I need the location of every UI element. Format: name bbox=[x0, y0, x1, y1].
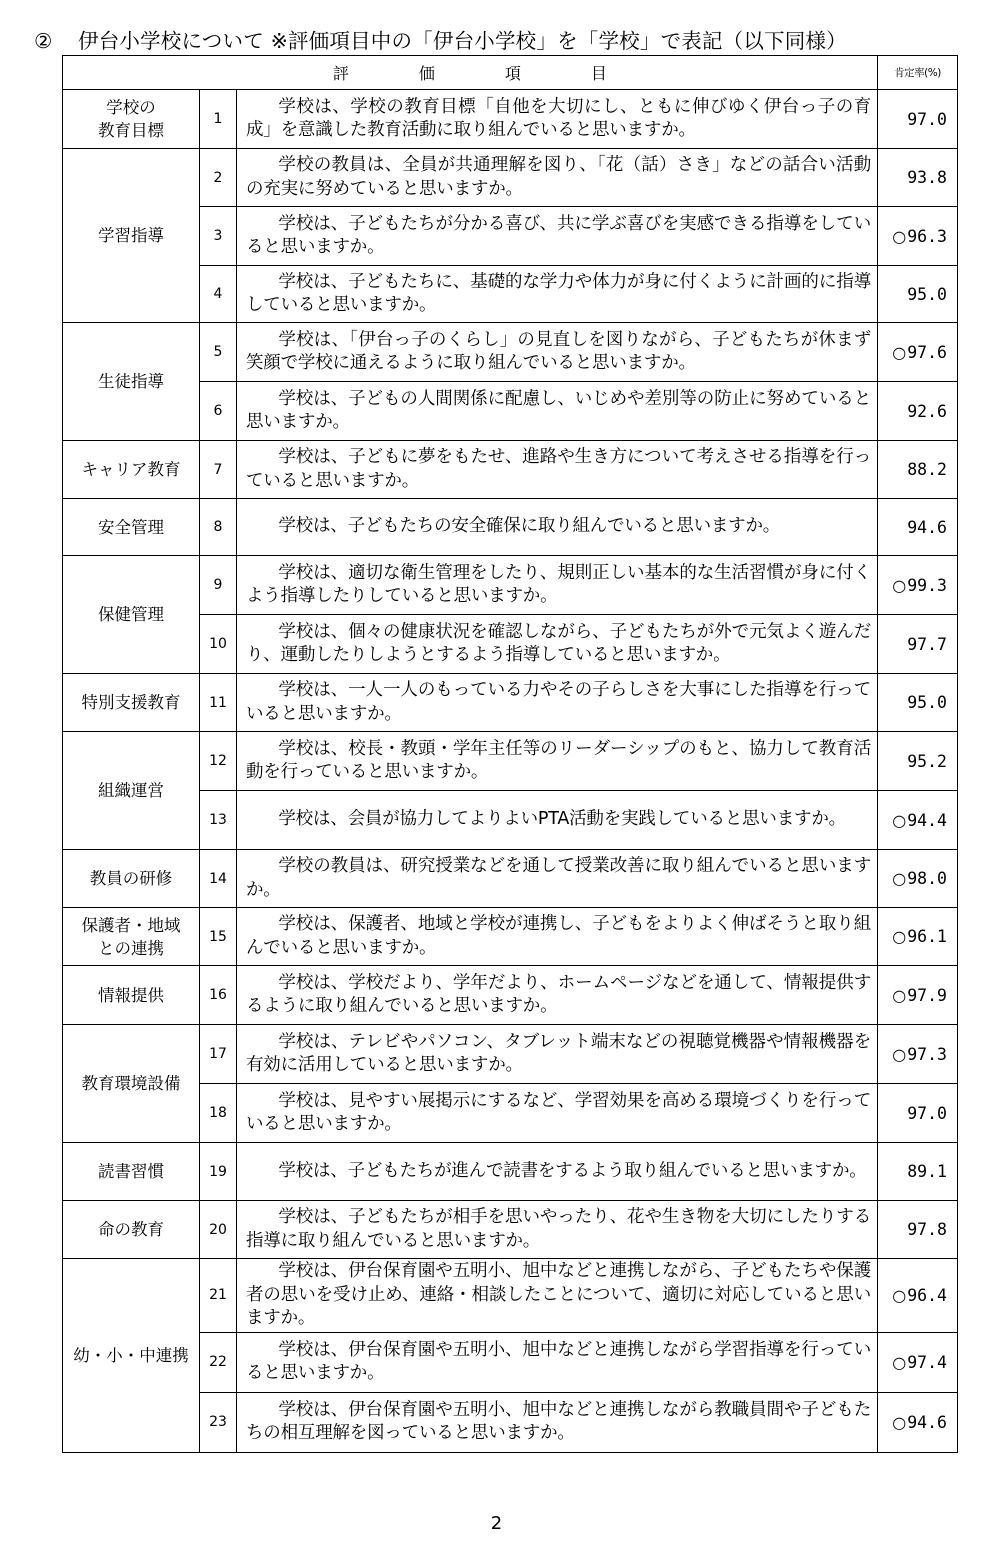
item-number: 12 bbox=[200, 732, 237, 791]
question-text: 学校の教員は、全員が共通理解を図り、「花（話）さき」などの話合い活動の充実に努めていると思いますか。 bbox=[237, 149, 878, 207]
table-row bbox=[63, 1143, 958, 1201]
table-row bbox=[63, 323, 958, 382]
positive-rate-cell bbox=[878, 1084, 958, 1143]
question-text: 学校は、学校だより、学年だより、ホームページなどを通して、情報提供するように取り組んでいると思いますか。 bbox=[237, 966, 878, 1025]
table-row bbox=[63, 732, 958, 791]
heading-text: 伊台小学校について ※評価項目中の「伊台小学校」を「学校」で表記（以下同様） bbox=[78, 29, 847, 53]
category-cell: 安全管理 bbox=[63, 499, 200, 556]
category-cell: 教育環境設備 bbox=[63, 1025, 200, 1143]
question-text: 学校は、個々の健康状況を確認しながら、子どもたちが外で元気よく遊んだり、運動したりしようとするよう指導していると思いますか。 bbox=[237, 615, 878, 674]
header-char: 目 bbox=[590, 64, 608, 83]
question-text: 学校は、子どもたちが分かる喜び、共に学ぶ喜びを実感できる指導をしていると思いますか。 bbox=[237, 207, 878, 266]
highlight-circle-mark: ○ bbox=[892, 985, 907, 1005]
table-row bbox=[63, 90, 958, 149]
rate-value: 95.0 bbox=[907, 693, 947, 712]
item-number: 7 bbox=[200, 441, 237, 499]
highlight-circle-mark: ○ bbox=[892, 575, 907, 595]
item-number: 6 bbox=[200, 382, 237, 441]
positive-rate-cell bbox=[878, 556, 958, 615]
positive-rate-cell bbox=[878, 382, 958, 441]
positive-rate-cell bbox=[878, 615, 958, 674]
positive-rate-cell bbox=[878, 266, 958, 323]
table-header-row bbox=[63, 56, 958, 90]
highlight-circle-mark: ○ bbox=[892, 1285, 907, 1305]
question-text: 学校は、子どもたちの安全確保に取り組んでいると思いますか。 bbox=[237, 499, 878, 556]
question-text: 学校は、テレビやパソコン、タブレット端末などの視聴覚機器や情報機器を有効に活用していると思いますか。 bbox=[237, 1025, 878, 1084]
positive-rate-cell bbox=[878, 207, 958, 266]
item-number: 16 bbox=[200, 966, 237, 1025]
rate-value: 89.1 bbox=[907, 1162, 947, 1181]
question-text: 学校は、子どもたちが相手を思いやったり、花や生き物を大切にしたりする指導に取り組んでいると思いますか。 bbox=[237, 1201, 878, 1259]
header-positive-rate: 肯定率(%) bbox=[878, 56, 958, 90]
positive-rate-cell bbox=[878, 441, 958, 499]
item-number: 5 bbox=[200, 323, 237, 382]
highlight-circle-mark: ○ bbox=[892, 869, 907, 888]
page-number: 2 bbox=[490, 1513, 503, 1534]
highlight-circle-mark: ○ bbox=[892, 342, 907, 362]
table-row bbox=[63, 1025, 958, 1084]
positive-rate-cell bbox=[878, 908, 958, 966]
rate-value: 97.3 bbox=[907, 1044, 947, 1064]
rate-value: 95.2 bbox=[907, 751, 947, 771]
positive-rate-cell bbox=[878, 966, 958, 1025]
rate-value: 97.6 bbox=[907, 342, 947, 362]
category-cell: 読書習慣 bbox=[63, 1143, 200, 1201]
category-cell: 特別支援教育 bbox=[63, 674, 200, 732]
question-text: 学校は、伊台保育園や五明小、旭中などと連携しながら学習指導を行っていると思いますか。 bbox=[237, 1332, 878, 1392]
question-text: 学校は、子どもに夢をもたせ、進路や生き方について考えさせる指導を行っていると思いますか。 bbox=[237, 441, 878, 499]
positive-rate-cell bbox=[878, 791, 958, 850]
table-row bbox=[63, 499, 958, 556]
rate-value: 94.4 bbox=[907, 810, 947, 830]
page-heading bbox=[34, 26, 974, 56]
question-text: 学校は、見やすい展掲示にするなど、学習効果を高める環境づくりを行っていると思いますか。 bbox=[237, 1084, 878, 1143]
item-number: 17 bbox=[200, 1025, 237, 1084]
item-number: 1 bbox=[200, 90, 237, 149]
positive-rate-cell bbox=[878, 1332, 958, 1392]
positive-rate-cell bbox=[878, 149, 958, 207]
highlight-circle-mark: ○ bbox=[892, 226, 907, 246]
rate-value: 92.6 bbox=[907, 401, 947, 421]
rate-value: 97.0 bbox=[907, 1103, 947, 1123]
question-text: 学校は、保護者、地域と学校が連携し、子どもをよりよく伸ばそうと取り組んでいると思いますか。 bbox=[237, 908, 878, 966]
rate-value: 99.3 bbox=[907, 575, 947, 595]
table-row bbox=[63, 908, 958, 966]
question-text: 学校は、伊台保育園や五明小、旭中などと連携しながら、子どもたちや保護者の思いを受け止め、連絡・相談したことについて、適切に対応していると思いますか。 bbox=[237, 1259, 878, 1333]
highlight-circle-mark: ○ bbox=[892, 1044, 907, 1064]
item-number: 13 bbox=[200, 791, 237, 850]
rate-value: 96.1 bbox=[907, 927, 947, 946]
positive-rate-cell bbox=[878, 499, 958, 556]
item-number: 18 bbox=[200, 1084, 237, 1143]
question-text: 学校は、学校の教育目標「自他を大切にし、ともに伸びゆく伊台っ子の育成」を意識した教育活動に取り組んでいると思いますか。 bbox=[237, 90, 878, 149]
item-number: 19 bbox=[200, 1143, 237, 1201]
question-text: 学校の教員は、研究授業などを通して授業改善に取り組んでいると思いますか。 bbox=[237, 850, 878, 908]
rate-value: 96.3 bbox=[907, 226, 947, 246]
rate-value: 98.0 bbox=[907, 869, 947, 888]
category-cell: 保健管理 bbox=[63, 556, 200, 674]
question-text: 学校は、子どもの人間関係に配慮し、いじめや差別等の防止に努めていると思いますか。 bbox=[237, 382, 878, 441]
positive-rate-cell bbox=[878, 1143, 958, 1201]
question-text: 学校は、校長・教頭・学年主任等のリーダーシップのもと、協力して教育活動を行っていると思いますか。 bbox=[237, 732, 878, 791]
heading-number: ② bbox=[34, 29, 53, 53]
category-cell: 保護者・地域 との連携 bbox=[63, 908, 200, 966]
item-number: 4 bbox=[200, 266, 237, 323]
item-number: 22 bbox=[200, 1332, 237, 1392]
positive-rate-cell bbox=[878, 90, 958, 149]
highlight-circle-mark: ○ bbox=[892, 927, 907, 946]
table-row bbox=[63, 966, 958, 1025]
category-cell: 幼・小・中連携 bbox=[63, 1259, 200, 1453]
rate-value: 88.2 bbox=[907, 460, 947, 479]
evaluation-table bbox=[62, 55, 958, 1453]
item-number: 9 bbox=[200, 556, 237, 615]
table-row bbox=[63, 850, 958, 908]
rate-value: 94.6 bbox=[907, 517, 947, 537]
question-text: 学校は、「伊台っ子のくらし」の見直しを図りながら、子どもたちが休まず笑顔で学校に通えるように取り組んでいると思いますか。 bbox=[237, 323, 878, 382]
rate-value: 94.6 bbox=[907, 1412, 947, 1432]
question-text: 学校は、適切な衛生管理をしたり、規則正しい基本的な生活習慣が身に付くよう指導したりしていると思いますか。 bbox=[237, 556, 878, 615]
rate-value: 97.8 bbox=[907, 1220, 947, 1239]
item-number: 10 bbox=[200, 615, 237, 674]
item-number: 23 bbox=[200, 1392, 237, 1452]
category-cell: 学校の 教育目標 bbox=[63, 90, 200, 149]
positive-rate-cell bbox=[878, 323, 958, 382]
category-cell: 生徒指導 bbox=[63, 323, 200, 441]
item-number: 2 bbox=[200, 149, 237, 207]
category-cell: 学習指導 bbox=[63, 149, 200, 323]
header-char: 評 bbox=[332, 64, 350, 83]
rate-value: 97.0 bbox=[907, 109, 947, 129]
category-cell: 教員の研修 bbox=[63, 850, 200, 908]
highlight-circle-mark: ○ bbox=[892, 1352, 907, 1372]
positive-rate-cell bbox=[878, 850, 958, 908]
item-number: 11 bbox=[200, 674, 237, 732]
positive-rate-cell bbox=[878, 1025, 958, 1084]
rate-value: 96.4 bbox=[907, 1285, 947, 1305]
table-row bbox=[63, 149, 958, 207]
rate-value: 95.0 bbox=[907, 284, 947, 304]
item-number: 8 bbox=[200, 499, 237, 556]
header-char: 価 bbox=[418, 64, 436, 83]
highlight-circle-mark: ○ bbox=[892, 810, 907, 830]
table-row bbox=[63, 674, 958, 732]
item-number: 20 bbox=[200, 1201, 237, 1259]
item-number: 14 bbox=[200, 850, 237, 908]
item-number: 15 bbox=[200, 908, 237, 966]
positive-rate-cell bbox=[878, 674, 958, 732]
header-evaluation-items bbox=[63, 56, 878, 90]
question-text: 学校は、一人一人のもっている力やその子らしさを大事にした指導を行っていると思いますか。 bbox=[237, 674, 878, 732]
category-cell: キャリア教育 bbox=[63, 441, 200, 499]
question-text: 学校は、会員が協力してよりよいPTA活動を実践していると思いますか。 bbox=[237, 791, 878, 850]
table-row bbox=[63, 556, 958, 615]
table-row bbox=[63, 1259, 958, 1333]
rate-value: 97.9 bbox=[907, 985, 947, 1005]
highlight-circle-mark: ○ bbox=[892, 1412, 907, 1432]
category-cell: 命の教育 bbox=[63, 1201, 200, 1259]
positive-rate-cell bbox=[878, 732, 958, 791]
category-cell: 組織運営 bbox=[63, 732, 200, 850]
question-text: 学校は、子どもたちが進んで読書をするよう取り組んでいると思いますか。 bbox=[237, 1143, 878, 1201]
category-cell: 情報提供 bbox=[63, 966, 200, 1025]
question-text: 学校は、子どもたちに、基礎的な学力や体力が身に付くように計画的に指導していると思いますか。 bbox=[237, 266, 878, 323]
question-text: 学校は、伊台保育園や五明小、旭中などと連携しながら教職員間や子どもたちの相互理解を図っていると思いますか。 bbox=[237, 1392, 878, 1452]
positive-rate-cell bbox=[878, 1392, 958, 1452]
rate-value: 93.8 bbox=[907, 168, 947, 187]
table-row bbox=[63, 1201, 958, 1259]
header-char: 項 bbox=[504, 64, 522, 83]
positive-rate-cell bbox=[878, 1259, 958, 1333]
table-row bbox=[63, 441, 958, 499]
item-number: 3 bbox=[200, 207, 237, 266]
rate-value: 97.4 bbox=[907, 1352, 947, 1372]
positive-rate-cell bbox=[878, 1201, 958, 1259]
item-number: 21 bbox=[200, 1259, 237, 1333]
rate-value: 97.7 bbox=[907, 634, 947, 654]
